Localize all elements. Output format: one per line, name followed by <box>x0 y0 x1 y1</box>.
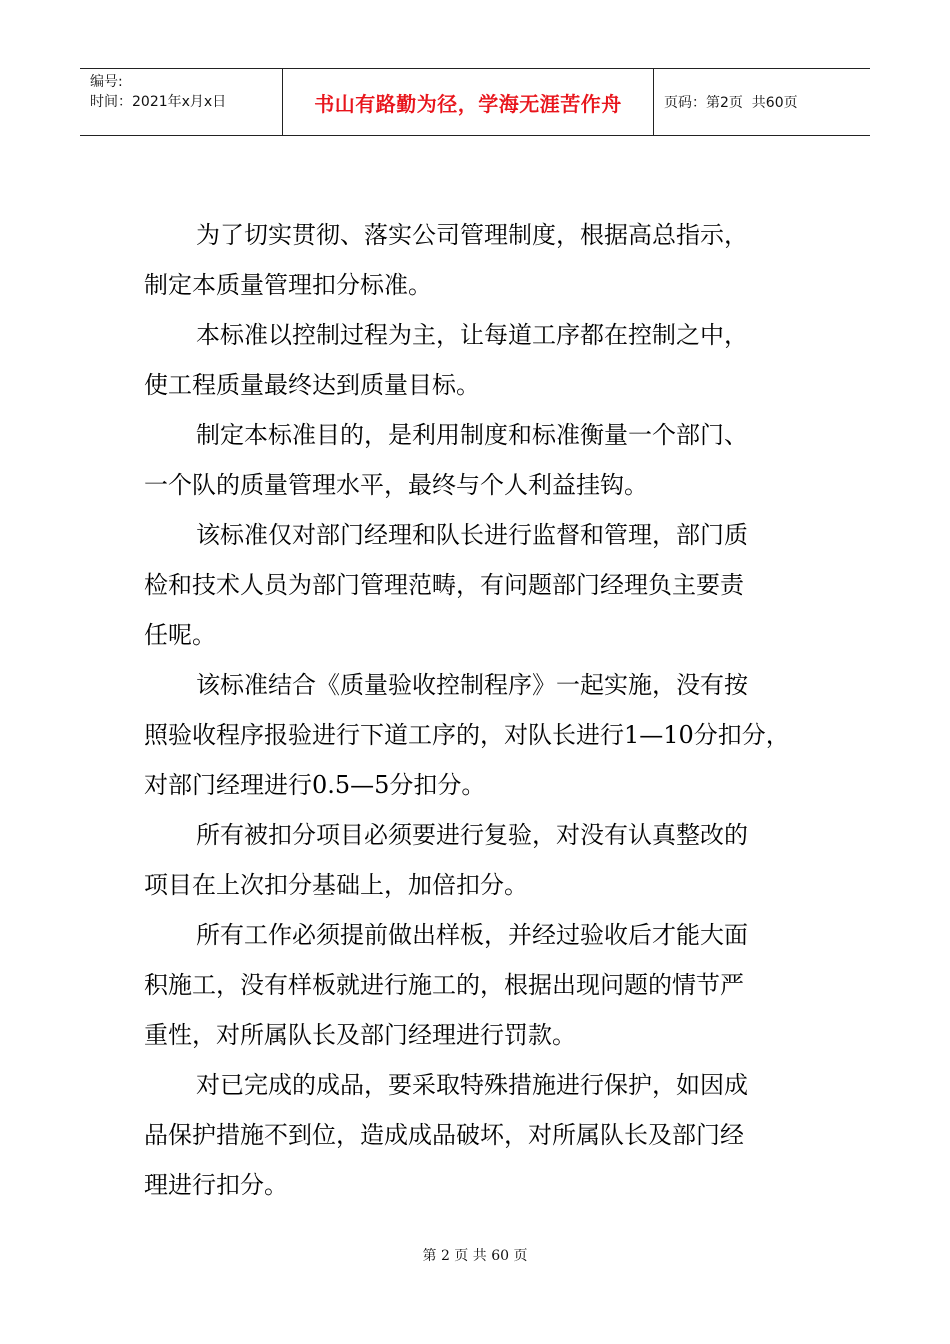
paragraph-line: 项目在上次扣分基础上，加倍扣分。 <box>144 871 528 899</box>
paragraph-line: 品保护措施不到位，造成成品破坏，对所属队长及部门经 <box>144 1121 744 1149</box>
paragraph-line: 任呢。 <box>144 621 216 649</box>
paragraph <box>144 660 844 810</box>
paragraph <box>144 810 844 910</box>
page-header <box>80 68 870 136</box>
paragraph-line: 所有被扣分项目必须要进行复验，对没有认真整改的 <box>196 821 748 849</box>
paragraph-line: 一个队的质量管理水平，最终与个人利益挂钩。 <box>144 471 648 499</box>
header-left-cell <box>80 69 282 135</box>
document-time-label: 时间：2021年x月x日 <box>90 94 227 110</box>
document-number-label: 编号: <box>90 74 123 90</box>
paragraph-line: 为了切实贯彻、落实公司管理制度，根据高总指示， <box>196 221 748 249</box>
paragraph-line: 积施工，没有样板就进行施工的，根据出现问题的情节严 <box>144 971 744 999</box>
paragraph <box>144 410 844 510</box>
paragraph <box>144 210 844 310</box>
header-motto: 书山有路勤为径，学海无涯苦作舟 <box>282 69 654 135</box>
paragraph-line: 理进行扣分。 <box>144 1171 288 1199</box>
paragraph-line: 使工程质量最终达到质量目标。 <box>144 371 480 399</box>
paragraph <box>144 310 844 410</box>
paragraph-line: 制定本质量管理扣分标准。 <box>144 271 432 299</box>
paragraph-line: 对部门经理进行0.5—5分扣分。 <box>144 771 486 799</box>
header-page-info: 页码：第2页 共60页 <box>664 95 798 111</box>
paragraph-line: 对已完成的成品，要采取特殊措施进行保护，如因成 <box>196 1071 748 1099</box>
paragraph <box>144 910 844 1060</box>
paragraph-line: 检和技术人员为部门管理范畴，有问题部门经理负主要责 <box>144 571 744 599</box>
page-footer: 第 2 页 共 60 页 <box>422 1248 528 1264</box>
paragraph-line: 制定本标准目的，是利用制度和标准衡量一个部门、 <box>196 421 748 449</box>
paragraph <box>144 510 844 660</box>
paragraph-line: 该标准仅对部门经理和队长进行监督和管理，部门质 <box>196 521 748 549</box>
paragraph-line: 本标准以控制过程为主，让每道工序都在控制之中， <box>196 321 748 349</box>
paragraph-line: 所有工作必须提前做出样板，并经过验收后才能大面 <box>196 921 748 949</box>
paragraph-line: 该标准结合《质量验收控制程序》一起实施，没有按 <box>196 671 748 699</box>
paragraph-line: 重性，对所属队长及部门经理进行罚款。 <box>144 1021 576 1049</box>
document-body <box>144 210 844 1210</box>
paragraph <box>144 1060 844 1210</box>
paragraph-line: 照验收程序报验进行下道工序的，对队长进行1—10分扣分， <box>144 721 790 749</box>
